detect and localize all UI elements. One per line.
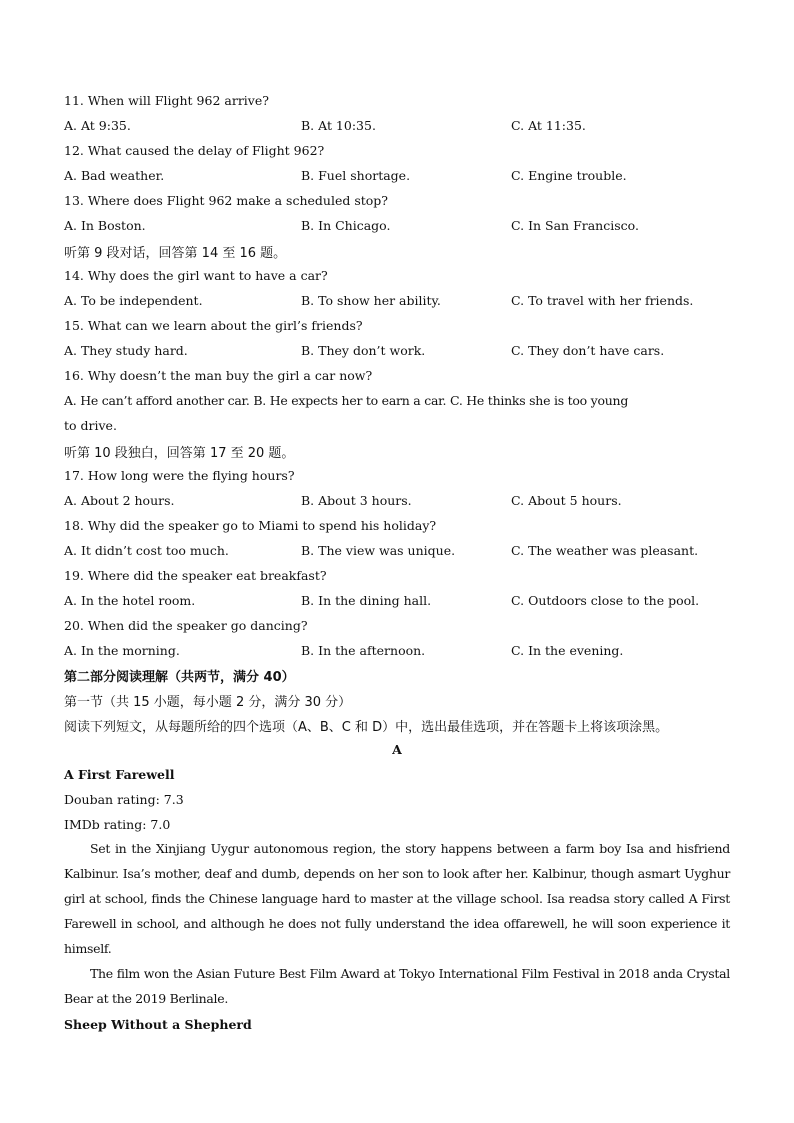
part-two-title: 第二部分阅读理解（共两节，满分 40）: [64, 670, 295, 685]
question-20-options: [64, 643, 744, 663]
option-b: B. They don’t work.: [301, 343, 426, 358]
option-a: A. About 2 hours.: [64, 493, 175, 508]
question-12-stem: 12. What caused the delay of Flight 962?: [64, 143, 325, 158]
option-b: B. At 10:35.: [301, 118, 376, 133]
question-18-options: [64, 543, 744, 563]
option-b: B. About 3 hours.: [301, 493, 412, 508]
option-a: A. At 9:35.: [64, 118, 131, 133]
question-15-options: [64, 343, 744, 363]
question-20-stem: 20. When did the speaker go dancing?: [64, 618, 308, 633]
question-16-stem: 16. Why doesn’t the man buy the girl a car now?: [64, 368, 373, 383]
question-14-options: [64, 293, 744, 313]
film-title-sheep-without-shepherd: Sheep Without a Shepherd: [64, 1017, 252, 1032]
option-c: C. They don’t have cars.: [511, 343, 665, 358]
option-a: A. They study hard.: [64, 343, 188, 358]
question-11-options: [64, 118, 744, 138]
question-13-options: [64, 218, 744, 238]
film-title-first-farewell: A First Farewell: [64, 767, 175, 782]
question-17-options: [64, 493, 744, 513]
question-15-stem: 15. What can we learn about the girl’s friends?: [64, 318, 363, 333]
question-16-options-line1: A. He can’t afford another car. B. He expects her to earn a car. C. He thinks she is too young: [64, 393, 629, 408]
question-17-stem: 17. How long were the flying hours?: [64, 468, 295, 483]
question-16-options-line2: to drive.: [64, 418, 117, 433]
option-c: C. About 5 hours.: [511, 493, 622, 508]
question-11-stem: 11. When will Flight 962 arrive?: [64, 93, 269, 108]
option-b: B. In the afternoon.: [301, 643, 426, 658]
passage-label: A: [392, 742, 402, 757]
film-award-paragraph: The film won the Asian Future Best Film Award at Tokyo International Film Festival in 2018 anda Crystal Bear at the 2019 Berlinale.: [64, 966, 730, 1006]
option-c: C. The weather was pleasant.: [511, 543, 699, 558]
option-a: A. It didn’t cost too much.: [64, 543, 229, 558]
option-b: B. The view was unique.: [301, 543, 456, 558]
option-a: A. In the morning.: [64, 643, 180, 658]
film-description-paragraph: Set in the Xinjiang Uygur autonomous region, the story happens between a farm boy Isa and hisfriend Kalbinur. Isa’s mother, deaf and dumb, depends on her son to look after her. Kalbinur, though asmart Uyghur girl at school, finds the Chinese language hard to master at the village school. Isa readsa story called A First Farewell in school, and although he does not fully understand the idea offarewell, he will soon experience it himself.: [64, 841, 730, 956]
question-19-options: [64, 593, 744, 613]
douban-rating: Douban rating: 7.3: [64, 792, 184, 807]
option-c: C. In the evening.: [511, 643, 624, 658]
option-b: B. In the dining hall.: [301, 593, 432, 608]
imdb-rating: IMDb rating: 7.0: [64, 817, 171, 832]
option-c: C. In San Francisco.: [511, 218, 639, 233]
question-19-stem: 19. Where did the speaker eat breakfast?: [64, 568, 327, 583]
question-13-stem: 13. Where does Flight 962 make a scheduled stop?: [64, 193, 388, 208]
reading-instruction: 阅读下列短文，从每题所给的四个选项（A、B、C 和 D）中，选出最佳选项，并在答题卡上将该项涂黑。: [64, 720, 669, 735]
option-c: C. To travel with her friends.: [511, 293, 694, 308]
instruction-dialogue-9: 听第 9 段对话，回答第 14 至 16 题。: [64, 246, 287, 261]
section-one-title: 第一节（共 15 小题，每小题 2 分，满分 30 分）: [64, 695, 352, 710]
question-14-stem: 14. Why does the girl want to have a car?: [64, 268, 328, 283]
option-b: B. In Chicago.: [301, 218, 391, 233]
question-18-stem: 18. Why did the speaker go to Miami to spend his holiday?: [64, 518, 437, 533]
option-a: A. Bad weather.: [64, 168, 165, 183]
option-a: A. To be independent.: [64, 293, 203, 308]
option-c: C. At 11:35.: [511, 118, 586, 133]
instruction-monologue-10: 听第 10 段独白，回答第 17 至 20 题。: [64, 446, 295, 461]
option-b: B. Fuel shortage.: [301, 168, 411, 183]
option-c: C. Outdoors close to the pool.: [511, 593, 700, 608]
option-b: B. To show her ability.: [301, 293, 441, 308]
question-12-options: [64, 168, 744, 188]
option-a: A. In Boston.: [64, 218, 146, 233]
option-c: C. Engine trouble.: [511, 168, 627, 183]
option-a: A. In the hotel room.: [64, 593, 196, 608]
